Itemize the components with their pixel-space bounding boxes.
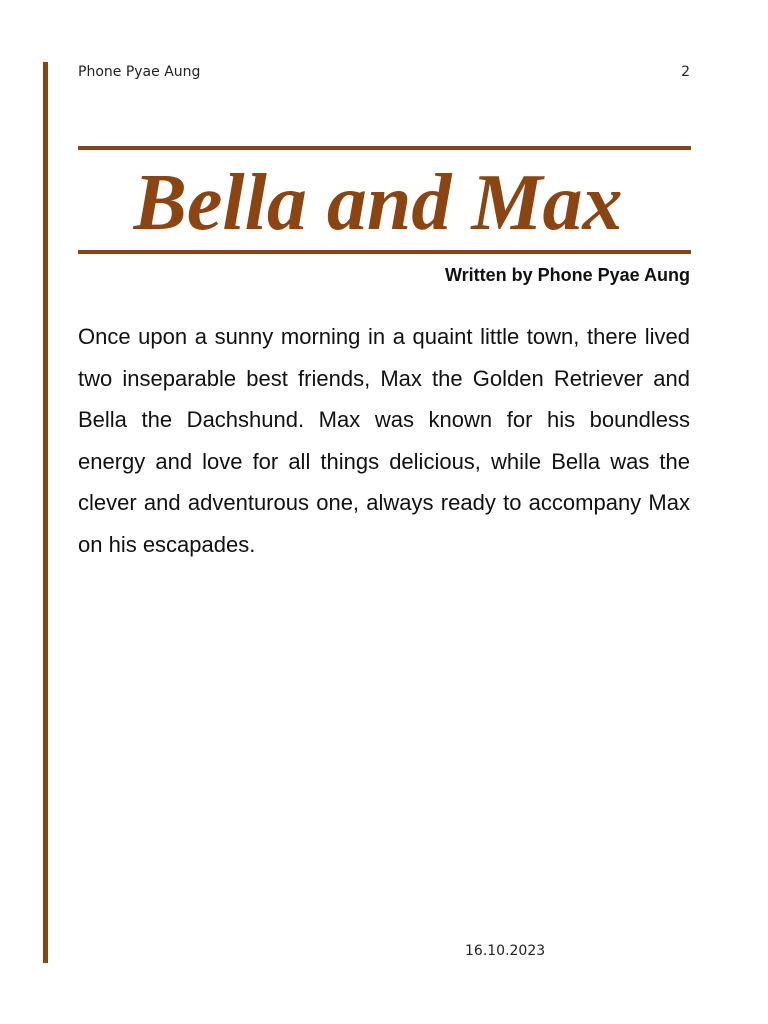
title-bottom-rule [78,250,691,254]
title-top-rule [78,146,691,150]
page-number: 2 [681,64,690,80]
story-title: Bella and Max [133,159,623,247]
left-margin-rule [43,62,48,963]
footer-date: 16.10.2023 [465,943,546,959]
header-author: Phone Pyae Aung [78,64,201,80]
byline: Written by Phone Pyae Aung [444,265,690,285]
story-paragraph: Once upon a sunny morning in a quaint little town, there lived two inseparable best friends, Max the Golden Retriever and Bella the Dachshund. Max was known for his boundless energy and love for all things delicious, while Bella was the clever and adventurous one, always ready to accompany Max on his escapades. [78,324,690,557]
